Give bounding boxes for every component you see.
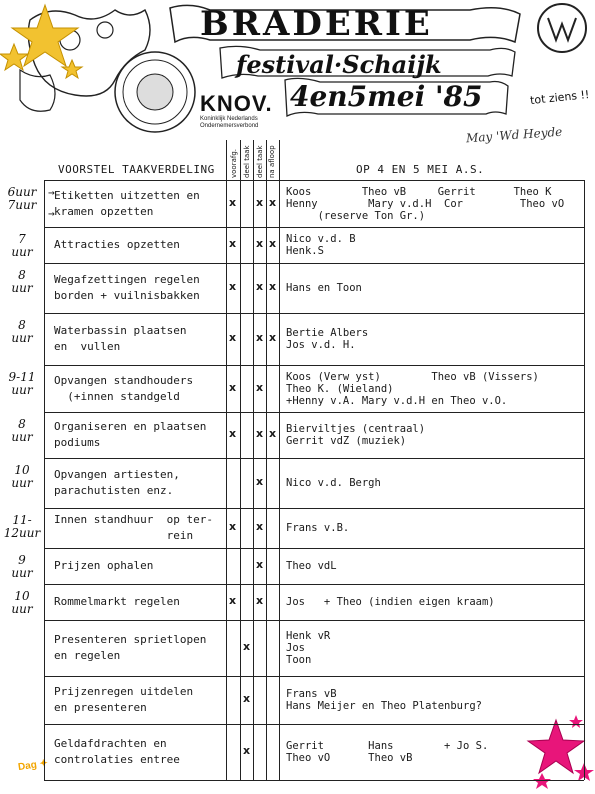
row-mark-x: x [229, 380, 237, 394]
row-assignees: Nico v.d. Bergh [286, 477, 381, 489]
row-mark-x: x [256, 380, 264, 394]
row-mark-x: x [243, 640, 251, 653]
row-time-unit: uur [11, 245, 33, 259]
row-time-unit: uur [11, 476, 33, 490]
table-row-border [44, 412, 584, 413]
row-mark-x: x [269, 195, 277, 209]
row-mark-x: x [256, 594, 264, 607]
table-row-border [44, 263, 584, 264]
row-time-start: 8 [18, 417, 26, 431]
row-mark-x: x [229, 195, 237, 209]
row-mark-x: x [229, 594, 237, 607]
row-time [2, 590, 42, 616]
table-column-border [226, 140, 227, 780]
row-task: Organiseren en plaatsen podiums [54, 420, 207, 449]
table-column-border [279, 140, 280, 780]
row-mark-x: x [229, 280, 237, 293]
row-time-start: 10 [14, 589, 30, 603]
row-time-start: 11- [12, 513, 32, 527]
row-time-start: 10 [14, 463, 30, 477]
row-time [2, 554, 42, 580]
table-row-border [44, 620, 584, 621]
banner-dates: 4en5mei '85 [290, 80, 483, 113]
row-mark-x: x [243, 692, 251, 705]
row-time-start: 7 [18, 232, 26, 246]
table-row-border [44, 227, 584, 228]
row-mark-x: x [269, 427, 277, 440]
row-time [2, 464, 42, 490]
row-task: Prijzen ophalen [54, 559, 154, 572]
row-task: Geldafdrachten en controlaties entree [54, 737, 180, 766]
row-assignees: Frans v.B. [286, 522, 350, 534]
knov-logo: KNOV. [200, 91, 273, 116]
row-time-start: 6uur [7, 185, 37, 199]
row-time-unit: uur [11, 281, 33, 295]
row-assignees: Henk vR Jos Toon [286, 630, 331, 666]
row-assignees: Koos (Verw yst) Theo vB (Vissers) Theo K. (Wieland) +Henny v.A. Mary v.d.H en Theo v.O. [286, 370, 539, 407]
row-mark-x: x [229, 520, 237, 533]
row-time-start: 8 [18, 318, 26, 332]
row-assignees: Frans vB Hans Meijer en Theo Platenburg? [286, 688, 482, 712]
row-time [2, 371, 42, 397]
row-task: Waterbassin plaatsen en vullen [54, 324, 187, 353]
row-task: Rommelmarkt regelen [54, 595, 180, 608]
table-row-border [44, 508, 584, 509]
row-time [2, 514, 42, 540]
row-time [2, 186, 42, 212]
banner-title: BRADERIE [200, 4, 433, 44]
table-row-border [44, 676, 584, 677]
row-assignees: Nico v.d. B Henk.S [286, 233, 356, 257]
table-row-border [44, 584, 584, 585]
table-column-border [44, 180, 45, 780]
row-task: Innen standhuur op ter- rein [54, 513, 213, 542]
row-mark-x: x [256, 237, 264, 250]
column-header-deel-taak-2: deel taak [256, 145, 264, 178]
row-time [2, 233, 42, 259]
row-task: Prijzenregen uitdelen en presenteren [54, 685, 194, 714]
row-mark-x: x [229, 331, 237, 344]
handwritten-signature: May 'Wd Heyde [465, 124, 563, 146]
row-assignees: Theo vdL [286, 560, 337, 572]
row-mark-x: x [229, 427, 237, 440]
row-time [2, 418, 42, 444]
row-mark-x: x [256, 280, 264, 293]
watermark-logo: Dag ✦ [17, 757, 49, 774]
row-time-unit: uur [11, 566, 33, 580]
row-task: Wegafzettingen regelen borden + vuilnisbakken [54, 273, 200, 302]
row-time-unit: 7uur [7, 198, 37, 212]
row-assignees: Bierviltjes (centraal) Gerrit vdZ (muziek) [286, 423, 426, 447]
header-title: VOORSTEL TAAKVERDELING [58, 163, 215, 176]
table-row-border [44, 548, 584, 549]
column-header-na-afloop: na afloop [268, 145, 276, 178]
table-column-border [266, 140, 267, 780]
row-task: Presenteren sprietlopen en regelen [54, 633, 207, 662]
row-time-start: 8 [18, 268, 26, 282]
row-mark-x: x [256, 520, 264, 533]
row-mark-x: x [269, 331, 277, 344]
row-assignees: Koos Theo vB Gerrit Theo K Henny Mary v.d.H Cor Theo vO (reserve Ton Gr.) [286, 185, 565, 222]
row-mark-x: x [256, 427, 264, 440]
table-row-border [44, 458, 584, 459]
header-date: OP 4 EN 5 MEI A.S. [356, 163, 485, 176]
table-column-border [584, 180, 585, 780]
row-time-unit: 12uur [3, 526, 41, 540]
table-row-border [44, 180, 584, 181]
table-column-border [253, 140, 254, 780]
arrow-icon: → [48, 186, 55, 199]
row-task: Opvangen standhouders (+innen standgeld [54, 373, 194, 403]
table-row-border [44, 780, 584, 781]
row-assignees: Hans en Toon [286, 282, 362, 294]
table-row-border [44, 724, 584, 725]
column-header-deel-taak-1: deel taak [243, 145, 251, 178]
row-mark-x: x [229, 237, 237, 250]
tot-ziens-text: tot ziens !! [529, 87, 590, 108]
row-assignees: Bertie Albers Jos v.d. H. [286, 327, 369, 351]
banner-festival: festival·Schaijk [236, 50, 442, 79]
table-column-border [240, 140, 241, 780]
row-mark-x: x [256, 331, 264, 344]
row-mark-x: x [269, 280, 277, 293]
row-time-unit: uur [11, 430, 33, 444]
row-assignees: Jos + Theo (indien eigen kraam) [286, 596, 495, 608]
arrow-icon: → [48, 207, 55, 220]
column-header-voorafgaand: voorafg. [230, 148, 238, 178]
row-time-unit: uur [11, 383, 33, 397]
table-row-border [44, 365, 584, 366]
row-time [2, 319, 42, 345]
row-time [2, 269, 42, 295]
row-mark-x: x [256, 558, 264, 571]
row-time-unit: uur [11, 331, 33, 345]
row-time-unit: uur [11, 602, 33, 616]
table-row-border [44, 313, 584, 314]
gold-stars-icon [0, 0, 90, 80]
row-mark-x: x [269, 237, 277, 250]
row-time-start: 9 [18, 553, 26, 567]
row-task: Opvangen artiesten, parachutisten enz. [54, 468, 180, 497]
row-mark-x: x [243, 744, 251, 757]
knov-subtitle: Koninklijk Nederlands Ondernemersverbond [200, 116, 259, 129]
row-mark-x: x [256, 195, 264, 209]
row-assignees: Gerrit Hans + Jo S. Theo vO Theo vB [286, 740, 489, 764]
row-mark-x: x [256, 475, 264, 488]
row-task: Attracties opzetten [54, 238, 180, 251]
row-time-start: 9-11 [8, 370, 36, 384]
row-task: Etiketten uitzetten en kramen opzetten [54, 188, 200, 218]
